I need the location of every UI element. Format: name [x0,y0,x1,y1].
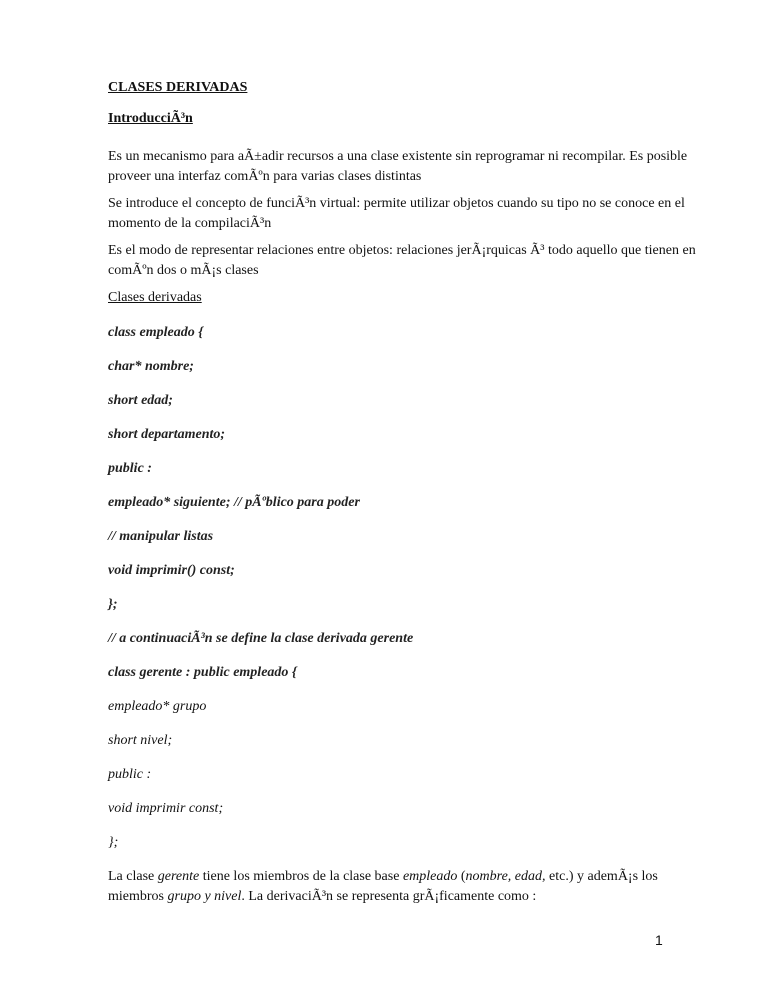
code-line: class empleado { [108,325,204,340]
code-line: }; [108,835,119,850]
code-line: // manipular listas [108,529,214,544]
code-line: void imprimir const; [108,801,224,816]
term-gerente: gerente [157,869,200,884]
text: La clase [108,869,158,884]
text: . La derivaciÃ³n se representa grÃ¡ficamente como : [241,889,537,904]
subheading: Clases derivadas [108,290,202,305]
paragraph: Es el modo de representar relaciones entre objetos: relaciones jerÃ¡rquicas Ã³ todo aquello que tienen en comÃºn dos o mÃ¡s clases [108,243,696,278]
code-line: public : [108,461,152,476]
final-paragraph [108,867,708,907]
code-line: }; [108,597,118,612]
code-line: short nivel; [108,733,173,748]
text: tiene los miembros de la clase base [199,869,403,884]
term-nombre-edad: nombre, edad, [465,869,546,884]
paragraph: Es un mecanismo para aÃ±adir recursos a una clase existente sin reprogramar ni recompilar. Es posible proveer una interfaz comÃºn para varias clases distintas [108,149,688,184]
text: ( [457,869,466,884]
intro-heading: IntroducciÃ³n [108,111,193,126]
code-line: char* nombre; [108,359,194,374]
code-line: void imprimir() const; [108,563,235,578]
document-title: CLASES DERIVADAS [108,80,248,95]
code-line: empleado* siguiente; // pÃºblico para poder [108,495,360,510]
paragraph: Se introduce el concepto de funciÃ³n virtual: permite utilizar objetos cuando su tipo no se conoce en el momento de la compilaciÃ³n [108,196,685,231]
term-empleado: empleado [402,869,458,884]
code-line: short departamento; [108,427,226,442]
page-number: 1 [655,932,663,948]
code-line: // a continuaciÃ³n se define la clase derivada gerente [108,631,414,646]
code-line: empleado* grupo [108,699,207,714]
term-grupo-nivel: grupo y nivel [167,889,242,904]
code-line: public : [108,767,152,782]
text: etc.) y ademÃ¡s los miembros [108,869,658,904]
code-line: class gerente : public empleado { [108,665,297,680]
code-line: short edad; [108,393,173,408]
